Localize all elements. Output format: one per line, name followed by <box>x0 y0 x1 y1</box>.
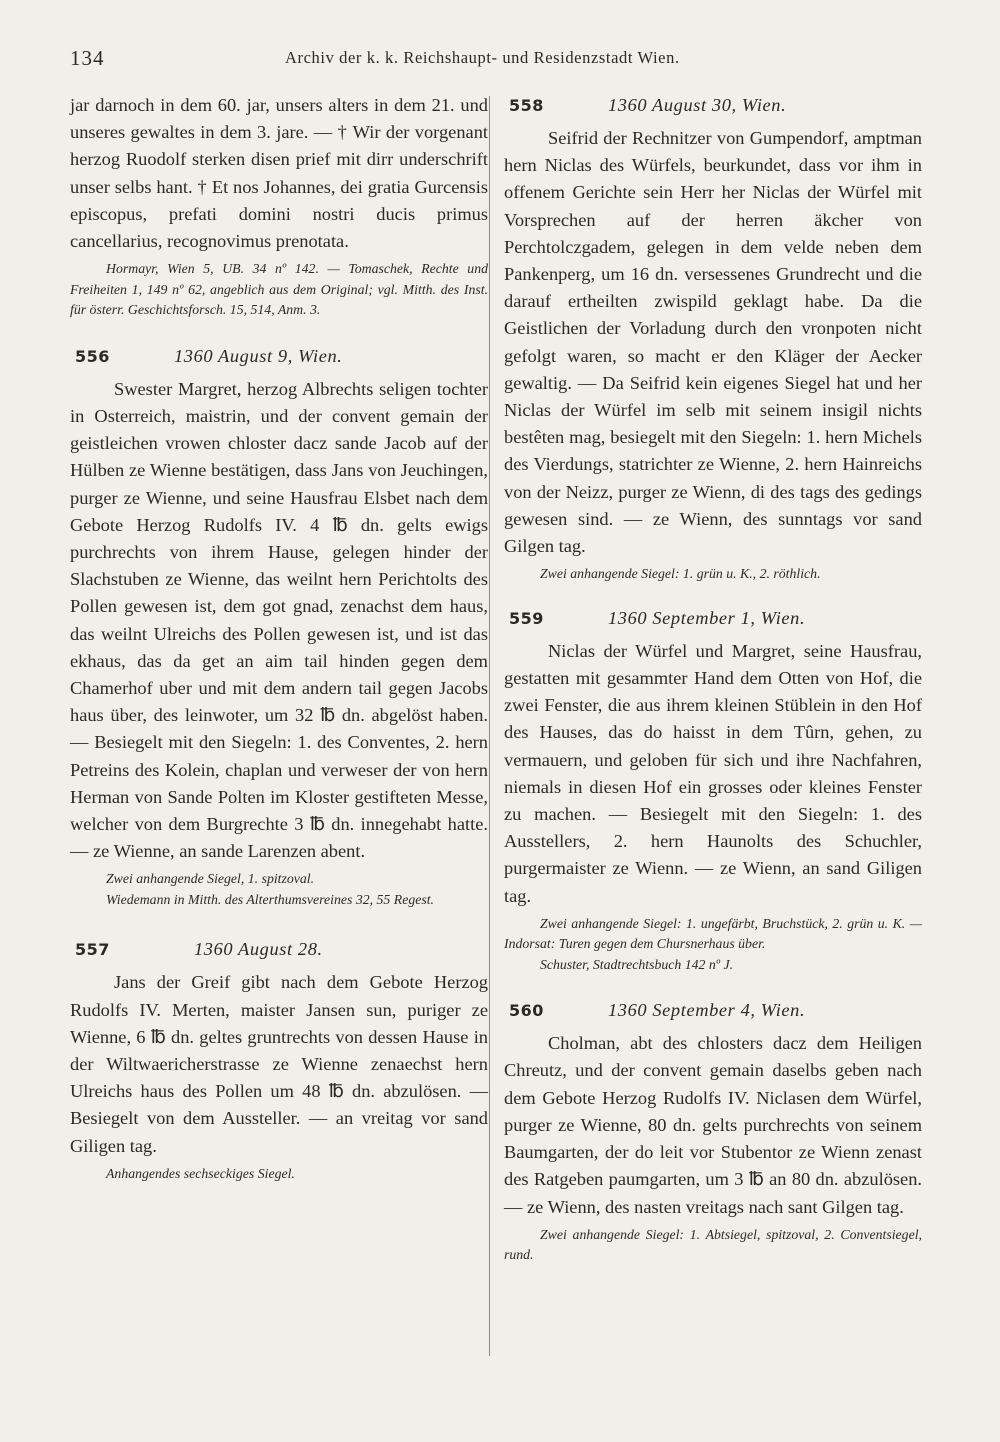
entry-557-seal: Anhangendes sechseckiges Siegel. <box>106 1165 295 1181</box>
page-header <box>70 46 930 76</box>
entry-number: 559 <box>509 608 544 628</box>
entry-559-reference: Schuster, Stadtrechtsbuch 142 nº J. <box>540 956 734 972</box>
entry-date: 1360 August 9, Wien. <box>174 345 343 366</box>
page-number: 134 <box>70 46 105 70</box>
entry-556-reference: Wiedemann in Mitth. des Alterthumsvereines 32, 55 Regest. <box>106 891 434 907</box>
entry-date: 1360 August 30, Wien. <box>608 95 787 115</box>
column-divider <box>489 96 490 1356</box>
entry-date: 1360 September 1, Wien. <box>608 607 806 628</box>
entry-559-text: Niclas der Würfel und Margret, seine Hausfrau, gestatten mit gesammter Hand dem Otten von Hof, die zwei Fenster, die aus ihrem kleinen Stüblein in den Hof des Hauses, das do haisst in dem Tûrn, gehen, zu vermauern, und geloben für sich und ihre Nachfahren, niemals in diesen Hof ein grosses oder kleines Fenster zu machen. — Besiegelt mit den Siegeln: 1. des Ausstellers, 2. hern Haunolts des Schuchler, purgermaister ze Wienn. — ze Wienn, an sand Giligen tag. <box>504 640 922 906</box>
entry-557-heading <box>70 936 488 963</box>
continued-note: Hormayr, Wien 5, UB. 34 nº 142. — Tomaschek, Rechte und Freiheiten 1, 149 nº 62, angeblich aus dem Original; vgl. Mitth. des Inst. für österr. Geschichtsforsch. 15, 514, Anm. 3. <box>70 261 488 318</box>
entry-number: 560 <box>509 1001 544 1021</box>
entry-number: 556 <box>75 346 110 366</box>
entry-date: 1360 August 28. <box>194 939 323 960</box>
entry-556-seal: Zwei anhangende Siegel, 1. spitzoval. <box>106 871 315 887</box>
entry-560-text: Cholman, abt des chlosters dacz dem Heiligen Chreutz, und der convent gemain daselbs geben nach dem Gebote Herzog Rudolfs IV. Niclasen dem Würfel, purger ze Wienne, 80 dn. gelts purchrechts von seinem Baumgarten, der do leit vor Stubentor ze Wienn zenast des Ratgeben paumgarten, um 3 ℔ an 80 dn. abzulösen. — ze Wienn, des nasten vreitags nach sant Gilgen tag. <box>504 1033 922 1217</box>
entry-558-text: Seifrid der Rechnitzer von Gumpendorf, amptman hern Niclas des Würfels, beurkundet, dass vor ihm in offenem Gerichte sein Herr her Niclas der Würfel mit Vorsprechen auf der herren äkcher von Perchtolczgadem, gelegen in dem velde neben dem Pankenperg, um 16 dn. versessenes Grundrecht und die darauf ertheilten zwispild geklagt habe. Da die Geistlichen der Vorladung durch den vronpoten nicht gefolgt waren, so macht er den Kläger der Aecker gewaltig. — Da Seifrid kein eigenes Siegel hat und her Niclas der Würfel im selb mit seinem insigil nichts bestêten mag, besiegelt mit den Siegeln: 1. hern Michels des Vierdungs, statrichter ze Wienne, 2. hern Hainreichs von der Neizz, purger ze Wienn, di des tags des gedings gewesen sind. — ze Wienn, des sunntags vor sand Gilgen tag. <box>504 128 922 557</box>
entry-number: 557 <box>75 940 110 960</box>
entry-557-text: Jans der Greif gibt nach dem Gebote Herzog Rudolfs IV. Merten, maister Jansen sun, puriger ze Wienne, 6 ℔ dn. geltes gruntrechts von dessen Hause in der Wiltwaericherstrasse ze Wienne zenaechst hern Ulreichs haus des Pollen um 48 ℔ dn. abzulösen. — Besiegelt von dem Aussteller. — an vreitag vor sand Giligen tag. <box>70 972 488 1156</box>
entry-556-heading <box>70 343 488 370</box>
entry-559-seal: Zwei anhangende Siegel: 1. ungefärbt, Bruchstück, 2. grün u. K. — Indorsat: Turen gegen dem Chursnerhaus über. <box>504 915 922 952</box>
continued-text: jar darnoch in dem 60. jar, unsers alters in dem 21. und unseres gewaltes in dem 3. jare. — † Wir der vorgenant herzog Ruodolf sterken disen prief mit dirr underschrift unser selbs hant. † Et nos Johannes, dei gratia Gurcensis episcopus, prefati domini nostri ducis primus cancellarius, recognovimus prenotata. <box>70 95 488 252</box>
entry-556-text: Swester Margret, herzog Albrechts seligen tochter in Osterreich, maistrin, und der convent gemain der geistleichen vrowen chloster dacz sande Jacob auf der Hülben ze Wienne bestätigen, dass Jans von Jeuchingen, purger ze Wienne, und seine Hausfrau Elsbet nach dem Gebote Herzog Rudolfs IV. 4 ℔ dn. gelts ewigs purchrechts von ihrem Hause, gelegen hinder der Slachstuben ze Wienne, das weilnt hern Perichtolts des Pollen gewesen ist, dem got gnad, zenachst dem haus, das weilnt Ulreichs des Pollen gewesen ist, und ist das ekhaus, das da get an aim tail hinden gegen dem Chamerhof uber und mit dem andern tail gegen Jacobs haus über, des leinwoter, um 32 ℔ dn. abgelöst haben. — Besiegelt mit den Siegeln: 1. des Conventes, 2. hern Petreins des Kolein, chaplan und verweser der von hern Herman von Sande Polten im Kloster gestifteten Messe, welcher von dem Burgrechte 3 ℔ dn. innegehabt hatte. — ze Wienne, an sande Larenzen abent. <box>70 378 488 862</box>
entry-560-heading <box>504 997 922 1024</box>
entry-559-heading <box>504 605 922 632</box>
left-column <box>70 92 488 1184</box>
entry-558-heading <box>504 92 922 119</box>
entry-date: 1360 September 4, Wien. <box>608 1000 806 1021</box>
right-column <box>504 92 922 1266</box>
entry-558-seal: Zwei anhangende Siegel: 1. grün u. K., 2. röthlich. <box>540 566 821 582</box>
entry-560-seal: Zwei anhangende Siegel: 1. Abtsiegel, spitzoval, 2. Conventsiegel, rund. <box>504 1226 922 1263</box>
entry-number: 558 <box>509 96 544 115</box>
running-head: Archiv der k. k. Reichshaupt- und Residenzstadt Wien. <box>285 48 680 67</box>
